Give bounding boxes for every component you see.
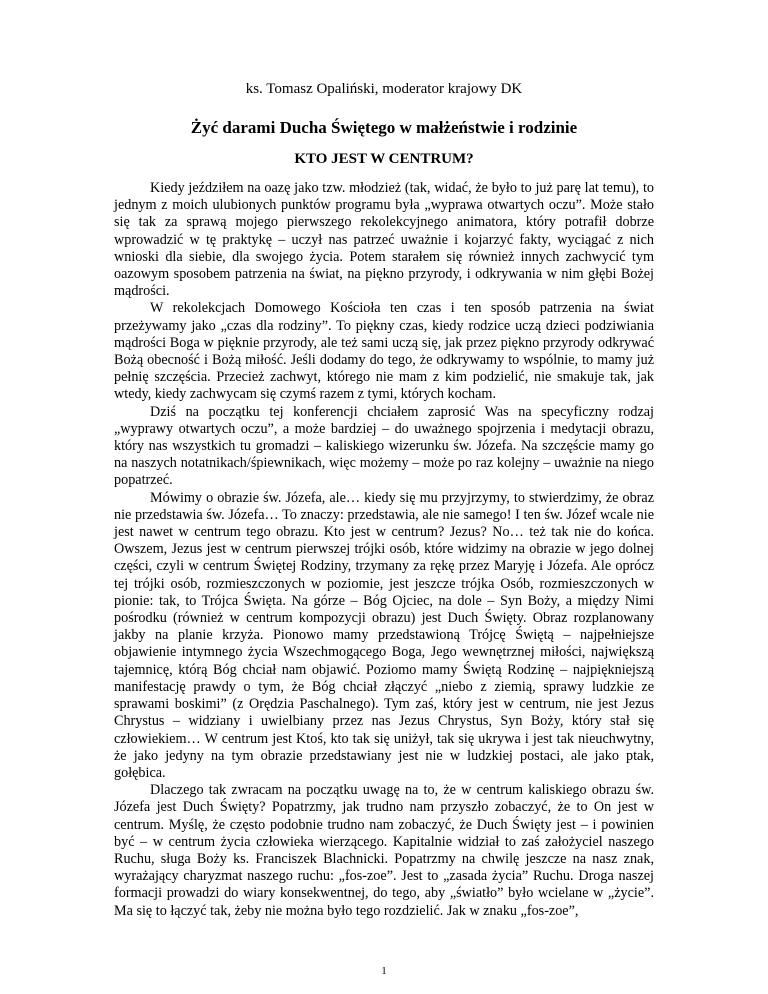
paragraph-5: Dlaczego tak zwracam na początku uwagę na to, że w centrum kaliskiego obrazu św. Józefa jest Duch Święty? Popatrzmy, jak trudno nam przyszło zobaczyć, że to On jest w centrum. Myślę, że często podobnie trudno nam zobaczyć, że Duch Święty jest – i powinien być – w centrum życia człowieka wierzącego. Kapitalnie widział to zaś założyciel naszego Ruchu, sługa Boży ks. Franciszek Blachnicki. Popatrzmy na chwilę jeszcze na nasz znak, wyrażający charyzmat naszego ruchu: „fos-zoe”. Jest to „zasada życia” Ruchu. Droga naszej formacji prowadzi do wiary konsekwentnej, do tego, aby „światło” było wcielane w „życie”. Ma się to łączyć tak, żeby nie można było tego rozdzielić. Jak w znaku „fos-zoe”, [114,782,654,919]
paragraph-4: Mówimy o obrazie św. Józefa, ale… kiedy się mu przyjrzymy, to stwierdzimy, że obraz nie przedstawia św. Józefa… To znaczy: przedstawia, ale nie samego! I ten św. Józef wcale nie jest nawet w centrum tego obrazu. Kto jest w centrum? Jezus? No… też tak nie do końca. Owszem, Jezus jest w centrum pierwszej trójki osób, które widzimy na obrazie w jego dolnej części, czyli w centrum Świętej Rodziny, trzymany za rękę przez Maryję i Józefa. Ale oprócz tej trójki osób, rozmieszczonych w poziomie, jest jeszcze trójka Osób, rozmieszczonych w pionie: tak, to Trójca Święta. Na górze – Bóg Ojciec, na dole – Syn Boży, a między Nimi pośrodku (również w centrum kompozycji obrazu) jest Duch Święty. Obraz rozplanowany jakby na planie krzyża. Pionowo mamy przedstawioną Trójcę Świętą – najpełniejsze objawienie intymnego życia Wszechmogącego Boga, Jego wewnętrznej miłości, największą tajemnicę, którą Bóg chciał nam objawić. Poziomo mamy Świętą Rodzinę – najpiękniejszą manifestację prawdy o tym, że Bóg chciał złączyć „niebo z ziemią, sprawy ludzkie ze sprawami boskimi” (z Orędzia Paschalnego). Tym zaś, który jest w centrum, nie jest Jezus Chrystus – widziany i uwielbiany przez nas Jezus Chrystus, Syn Boży, który stał się człowiekiem… W centrum jest Ktoś, kto tak się uniżył, tak się ukrywa i jest tak nieuchwytny, że jako jedyny na tym obrazie przedstawiany jest nie w ludzkiej postaci, ale jako ptak, gołębica. [114,489,654,781]
paragraph-3: Dziś na początku tej konferencji chciałem zaprosić Was na specyficzny rodzaj „wyprawy otwartych oczu”, a może bardziej – do uważnego spojrzenia i medytacji obrazu, który nas wszystkich tu gromadzi – kaliskiego wizerunku św. Józefa. Na szczęście mamy go na naszych notatnikach/śpiewnikach, więc możemy – może po raz kolejny – uważnie na niego popatrzeć. [114,403,654,489]
author-line: ks. Tomasz Opaliński, moderator krajowy DK [245,81,523,97]
section-heading: KTO JEST W CENTRUM? [294,151,474,167]
page-number: 1 [381,965,387,977]
body-text [114,180,654,920]
paragraph-2: W rekolekcjach Domowego Kościoła ten czas i ten sposób patrzenia na świat przeżywamy jako „czas dla rodziny”. To piękny czas, kiedy rodzice uczą dzieci podziwiania mądrości Boga w pięknie przyrody, ale też sami uczą się, jak przez piękno przyrody odkrywać Bożą obecność i Bożą miłość. Jeśli dodamy do tego, że odkrywamy to wspólnie, to mamy już pełnię szczęścia. Przecież zachwyt, którego nie mam z kim podzielić, nie smakuje tak, jak wtedy, kiedy zachwycam się czymś razem z tymi, których kocham. [114,300,654,403]
document-title: Żyć darami Ducha Świętego w małżeństwie i rodzinie [190,118,578,137]
paragraph-1: Kiedy jeździłem na oazę jako tzw. młodzież (tak, widać, że było to już parę lat temu), to jednym z moich ulubionych punktów programu była „wyprawa otwartych oczu”. Może stało się tak za sprawą mojego pierwszego rekolekcyjnego animatora, który potrafił dobrze wprowadzić w tę praktykę – uczył nas patrzeć uważnie i kojarzyć fakty, wyciągać z nich wnioski dla siebie, dla swojego życia. Potem starałem się również innych zachwycić tym oazowym sposobem patrzenia na świat, na piękno przyrody, i odkrywania w nim głębi Bożej mądrości. [114,180,654,300]
